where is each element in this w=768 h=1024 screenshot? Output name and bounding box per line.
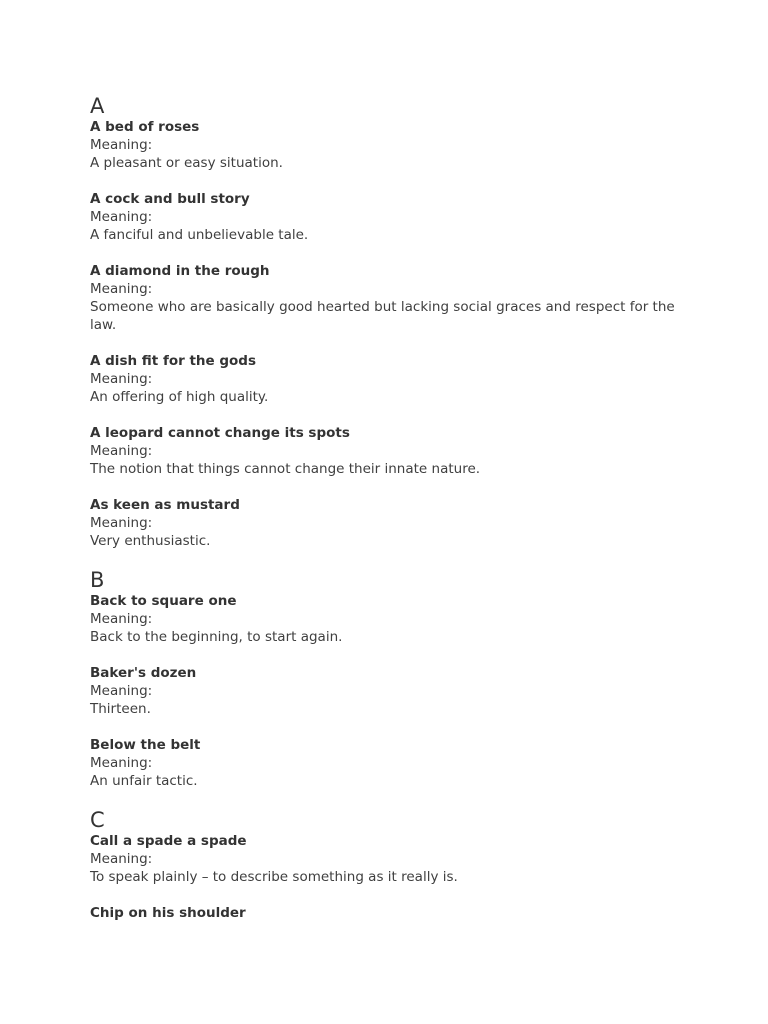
section-heading: C <box>90 808 105 832</box>
meaning-label: Meaning: <box>90 443 153 459</box>
idiom-definition: A fanciful and unbelievable tale. <box>90 227 309 243</box>
idiom-title: Call a spade a spade <box>90 833 247 849</box>
meaning-label: Meaning: <box>90 209 153 225</box>
section-c <box>90 808 690 922</box>
idiom-entry <box>90 118 690 172</box>
idiom-entry <box>90 904 690 922</box>
idiom-definition: Thirteen. <box>90 701 151 717</box>
meaning-label: Meaning: <box>90 611 153 627</box>
idiom-title: Chip on his shoulder <box>90 905 246 921</box>
idiom-title: Below the belt <box>90 737 201 753</box>
idiom-definition: A pleasant or easy situation. <box>90 155 283 171</box>
idiom-title: A diamond in the rough <box>90 263 270 279</box>
meaning-label: Meaning: <box>90 515 153 531</box>
idiom-entry <box>90 664 690 718</box>
idiom-entry <box>90 262 690 334</box>
idiom-entry <box>90 736 690 790</box>
meaning-label: Meaning: <box>90 755 153 771</box>
idiom-title: As keen as mustard <box>90 497 240 513</box>
section-a <box>90 94 690 550</box>
idiom-definition: The notion that things cannot change their innate nature. <box>90 461 481 477</box>
idiom-entry <box>90 424 690 478</box>
idiom-definition: To speak plainly – to describe something as it really is. <box>90 869 458 885</box>
idiom-definition: An offering of high quality. <box>90 389 269 405</box>
meaning-label: Meaning: <box>90 851 153 867</box>
idiom-entry <box>90 190 690 244</box>
idiom-title: Back to square one <box>90 593 237 609</box>
idiom-entry <box>90 496 690 550</box>
meaning-label: Meaning: <box>90 137 153 153</box>
idiom-entry <box>90 352 690 406</box>
idiom-definition: An unfair tactic. <box>90 773 198 789</box>
meaning-label: Meaning: <box>90 281 153 297</box>
idiom-title: A bed of roses <box>90 119 200 135</box>
meaning-label: Meaning: <box>90 683 153 699</box>
idiom-entry <box>90 832 690 886</box>
idiom-title: A leopard cannot change its spots <box>90 425 350 441</box>
section-b <box>90 568 690 790</box>
idiom-definition: Very enthusiastic. <box>90 533 211 549</box>
meaning-label: Meaning: <box>90 371 153 387</box>
section-heading: B <box>90 568 105 592</box>
idiom-title: A dish fit for the gods <box>90 353 257 369</box>
idiom-definition: Someone who are basically good hearted but lacking social graces and respect for the law. <box>90 299 675 333</box>
idiom-title: Baker's dozen <box>90 665 197 681</box>
idiom-title: A cock and bull story <box>90 191 250 207</box>
idiom-entry <box>90 592 690 646</box>
section-heading: A <box>90 94 105 118</box>
idiom-definition: Back to the beginning, to start again. <box>90 629 343 645</box>
idiom-list <box>90 94 690 940</box>
